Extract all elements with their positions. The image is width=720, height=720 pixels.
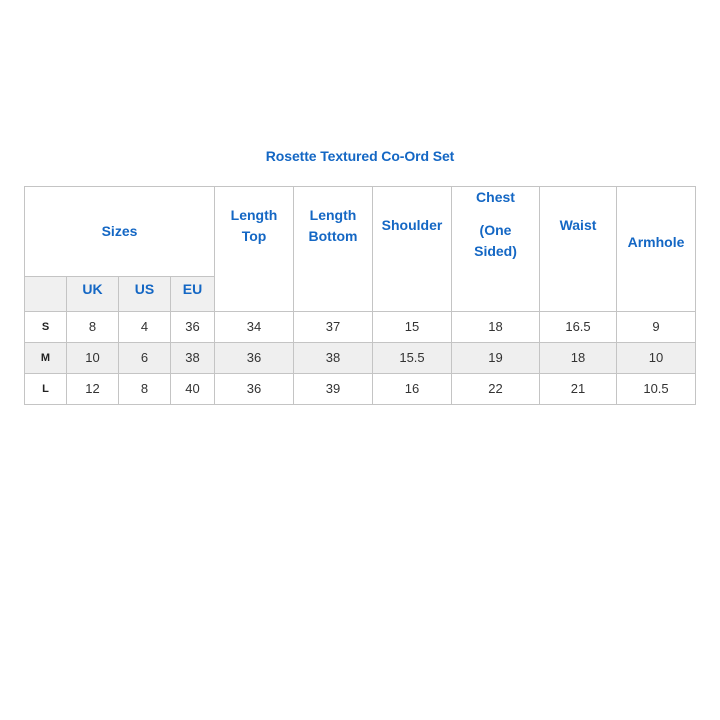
cell-waist: 18 (540, 343, 617, 374)
cell-length-bottom: 37 (294, 312, 373, 343)
table-row (25, 343, 696, 374)
cell-shoulder: 15.5 (373, 343, 452, 374)
table-row (25, 374, 696, 405)
header-length-top-line2: Top (241, 228, 267, 244)
row-size-label: L (25, 374, 67, 405)
cell-shoulder: 16 (373, 374, 452, 405)
row-size-label: M (25, 343, 67, 374)
header-shoulder (373, 187, 452, 312)
cell-chest: 19 (452, 343, 540, 374)
header-chest-line3: Sided) (474, 243, 517, 259)
cell-eu: 38 (171, 343, 215, 374)
cell-length-bottom: 38 (294, 343, 373, 374)
cell-us: 6 (119, 343, 171, 374)
cell-armhole: 10 (617, 343, 696, 374)
cell-waist: 21 (540, 374, 617, 405)
header-sizes: Sizes (25, 187, 215, 277)
cell-chest: 22 (452, 374, 540, 405)
header-row (25, 187, 696, 277)
cell-us: 8 (119, 374, 171, 405)
header-shoulder-label: Shoulder (381, 217, 443, 233)
header-armhole-label: Armhole (627, 234, 685, 250)
header-uk: UK (67, 277, 119, 312)
header-chest-line2: (One (479, 222, 512, 238)
header-us: US (119, 277, 171, 312)
cell-waist: 16.5 (540, 312, 617, 343)
cell-armhole: 10.5 (617, 374, 696, 405)
cell-eu: 36 (171, 312, 215, 343)
cell-uk: 8 (67, 312, 119, 343)
header-length-bottom (294, 187, 373, 312)
table-row (25, 312, 696, 343)
header-length-top-line1: Length (230, 207, 278, 223)
cell-eu: 40 (171, 374, 215, 405)
cell-shoulder: 15 (373, 312, 452, 343)
row-size-label: S (25, 312, 67, 343)
cell-us: 4 (119, 312, 171, 343)
cell-uk: 10 (67, 343, 119, 374)
cell-chest: 18 (452, 312, 540, 343)
cell-length-bottom: 39 (294, 374, 373, 405)
header-waist (540, 187, 617, 312)
header-chest-line1: Chest (476, 189, 515, 205)
size-chart-table (24, 186, 696, 405)
header-length-bottom-line1: Length (309, 207, 357, 223)
header-length-bottom-line2: Bottom (308, 228, 358, 244)
header-length-top (215, 187, 294, 312)
header-waist-label: Waist (559, 217, 597, 233)
page-title: Rosette Textured Co-Ord Set (265, 148, 455, 164)
header-eu: EU (171, 277, 215, 312)
header-chest (452, 187, 540, 312)
cell-armhole: 9 (617, 312, 696, 343)
cell-length-top: 36 (215, 374, 294, 405)
cell-length-top: 34 (215, 312, 294, 343)
header-armhole (617, 187, 696, 312)
cell-uk: 12 (67, 374, 119, 405)
cell-length-top: 36 (215, 343, 294, 374)
subheader-blank (25, 277, 67, 312)
